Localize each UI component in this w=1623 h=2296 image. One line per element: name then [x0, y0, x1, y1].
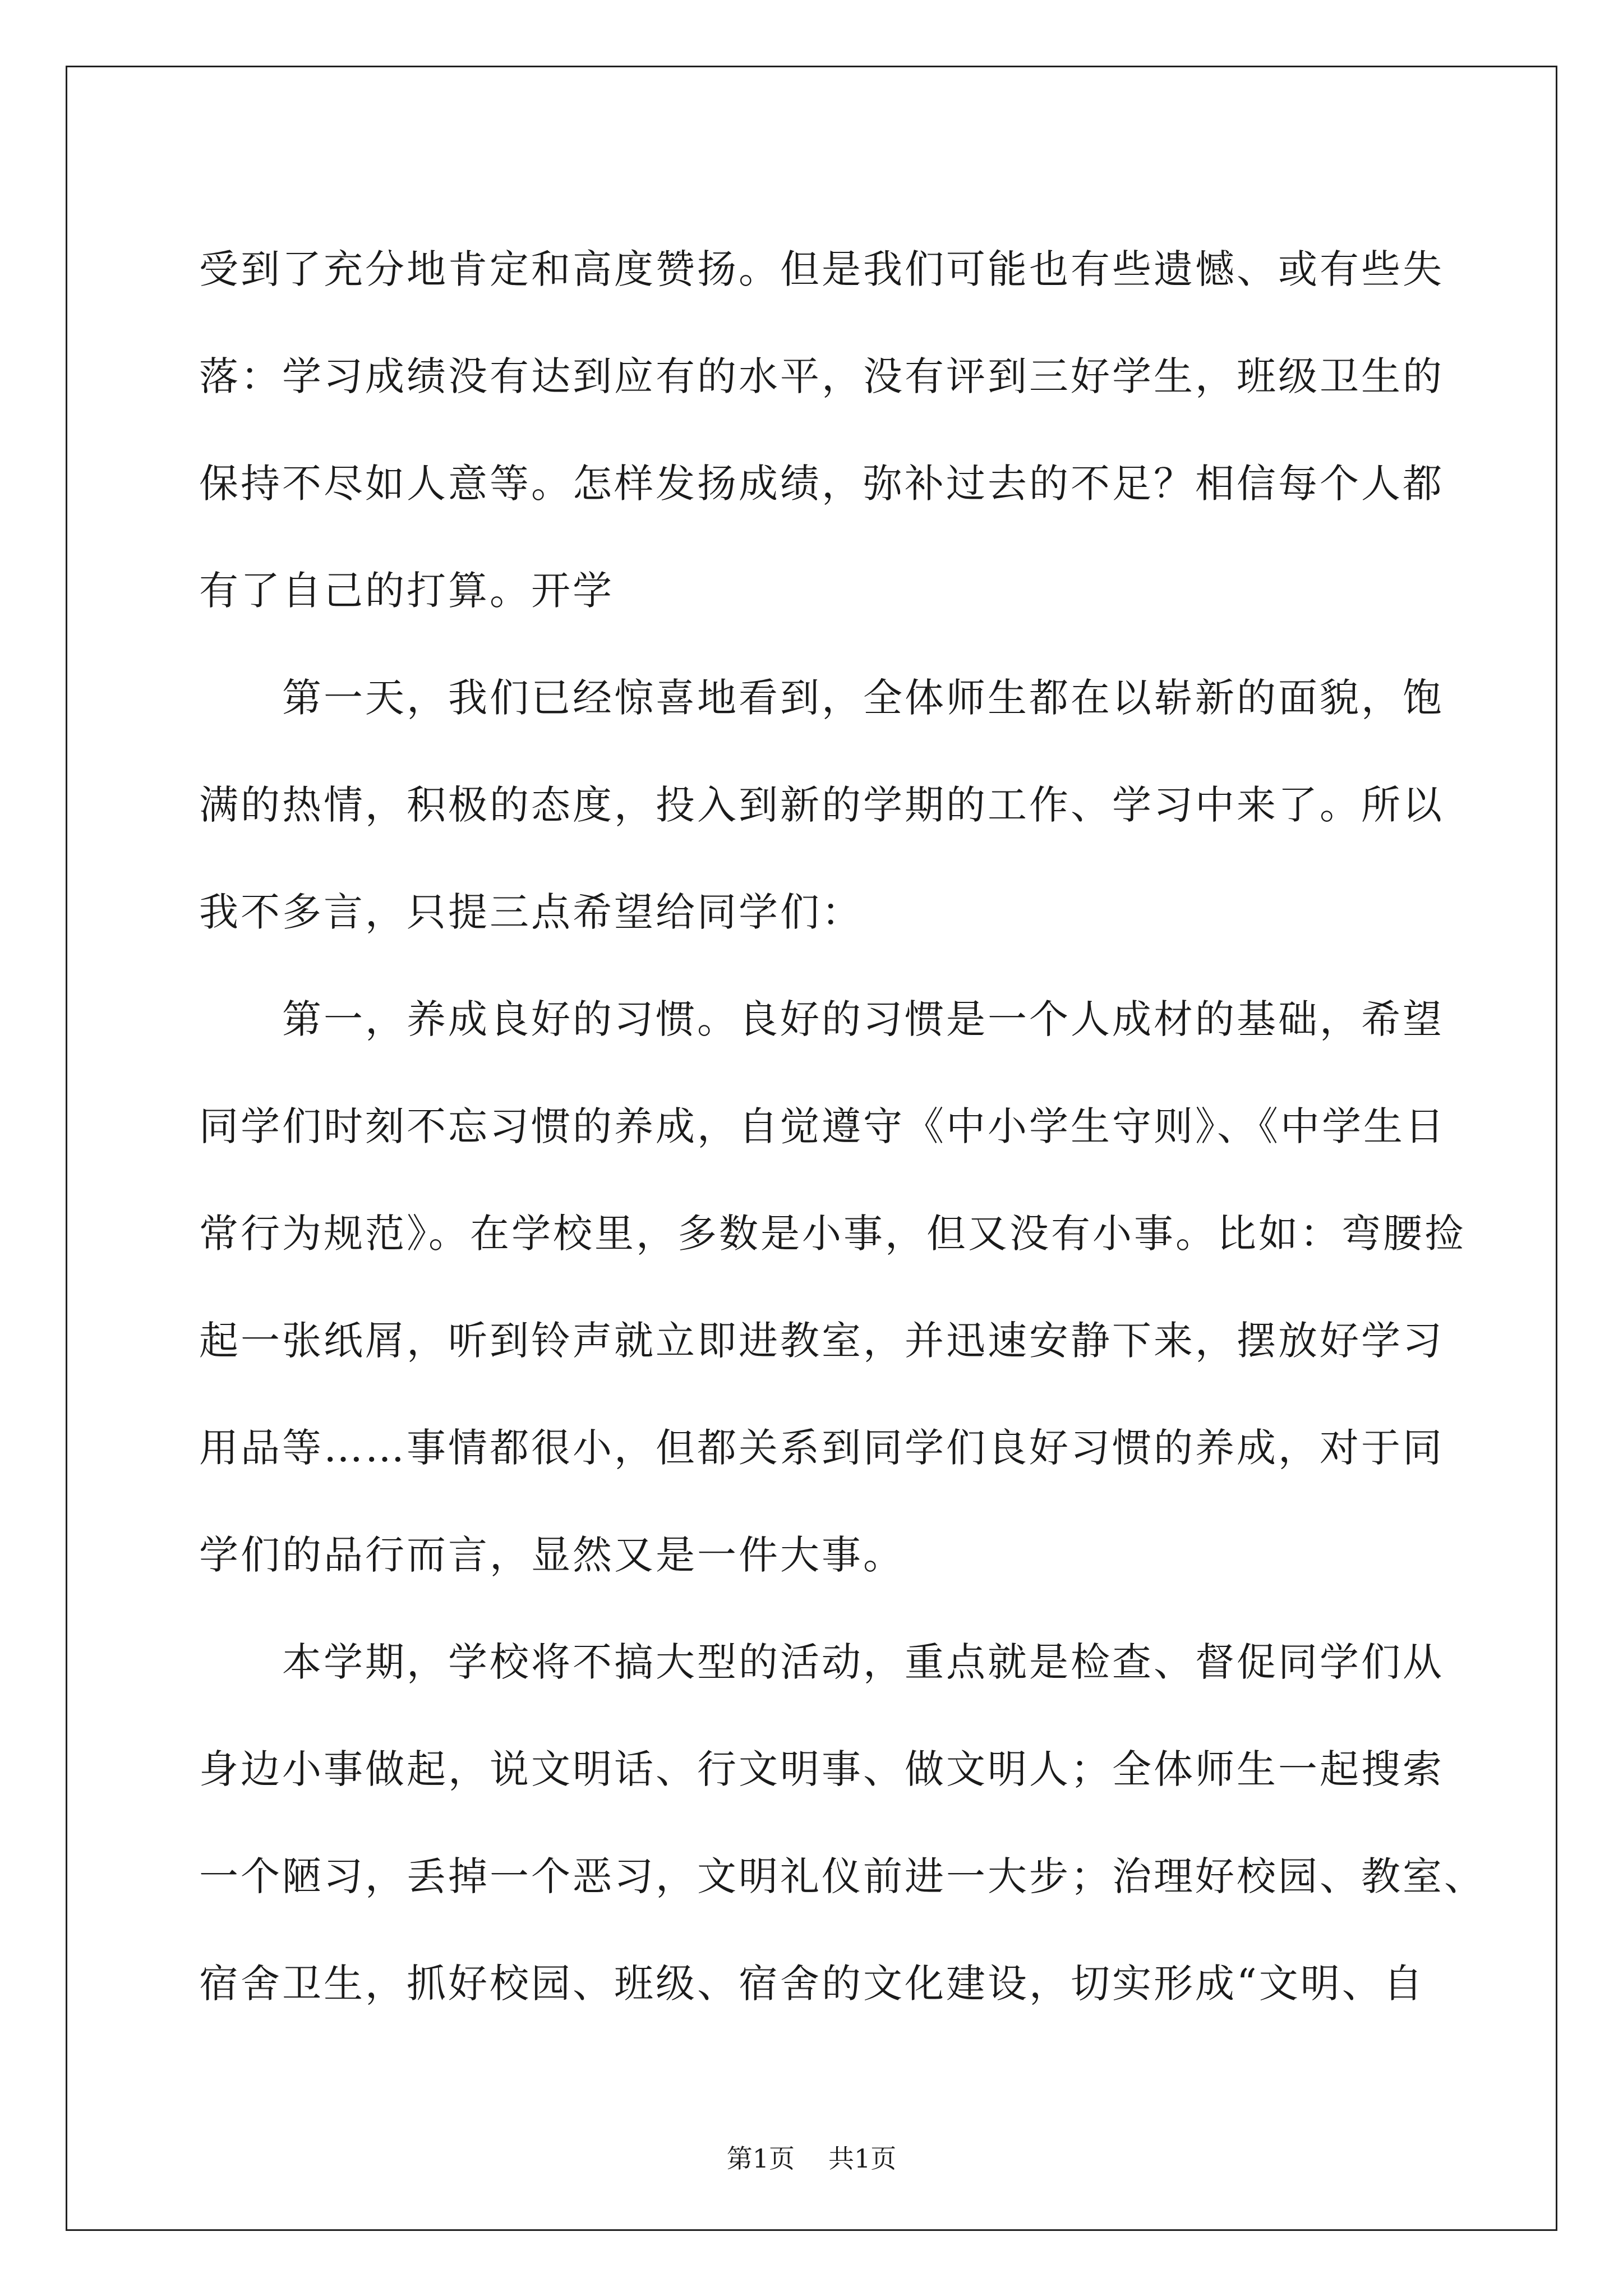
- text-line: 落：学习成绩没有达到应有的水平，没有评到三好学生，班级卫生的: [199, 353, 1444, 399]
- page-number: 第1页: [726, 2143, 795, 2174]
- text-line: 一个陋习，丢掉一个恶习，文明礼仪前进一大步；治理好校园、教室、: [199, 1853, 1486, 1899]
- page-footer: [0, 2142, 1623, 2175]
- text-line: 第一，养成良好的习惯。良好的习惯是一个人成材的基础，希望: [282, 996, 1444, 1042]
- document-body: [199, 216, 1486, 2037]
- text-line: 用品等……事情都很小，但都关系到同学们良好习惯的养成，对于同: [199, 1425, 1444, 1471]
- text-line: 满的热情，积极的态度，投入到新的学期的工作、学习中来了。所以: [199, 782, 1444, 828]
- text-line: 宿舍卫生，抓好校园、班级、宿舍的文化建设，切实形成“文明、自: [199, 1961, 1425, 2007]
- text-line: 同学们时刻不忘习惯的养成，自觉遵守《中小学生守则》、《中学生日: [199, 1103, 1446, 1149]
- text-line: 第一天，我们已经惊喜地看到，全体师生都在以崭新的面貌，饱: [282, 675, 1444, 721]
- text-line: 起一张纸屑，听到铃声就立即进教室，并迅速安静下来，摆放好学习: [199, 1318, 1444, 1364]
- text-line: 本学期，学校将不搞大型的活动，重点就是检查、督促同学们从: [282, 1639, 1444, 1685]
- text-line: 学们的品行而言，显然又是一件大事。: [199, 1532, 905, 1578]
- text-line: 有了自己的打算。开学: [199, 568, 614, 614]
- text-line: 保持不尽如人意等。怎样发扬成绩，弥补过去的不足？相信每个人都: [199, 461, 1444, 507]
- text-line: 我不多言，只提三点希望给同学们：: [199, 889, 863, 935]
- text-line: 常行为规范》。在学校里，多数是小事，但又没有小事。比如：弯腰捡: [199, 1211, 1466, 1257]
- page-total: 共1页: [828, 2143, 897, 2174]
- text-line: 受到了充分地肯定和高度赞扬。但是我们可能也有些遗憾、或有些失: [199, 246, 1444, 292]
- text-line: 身边小事做起，说文明话、行文明事、做文明人；全体师生一起搜索: [199, 1746, 1444, 1792]
